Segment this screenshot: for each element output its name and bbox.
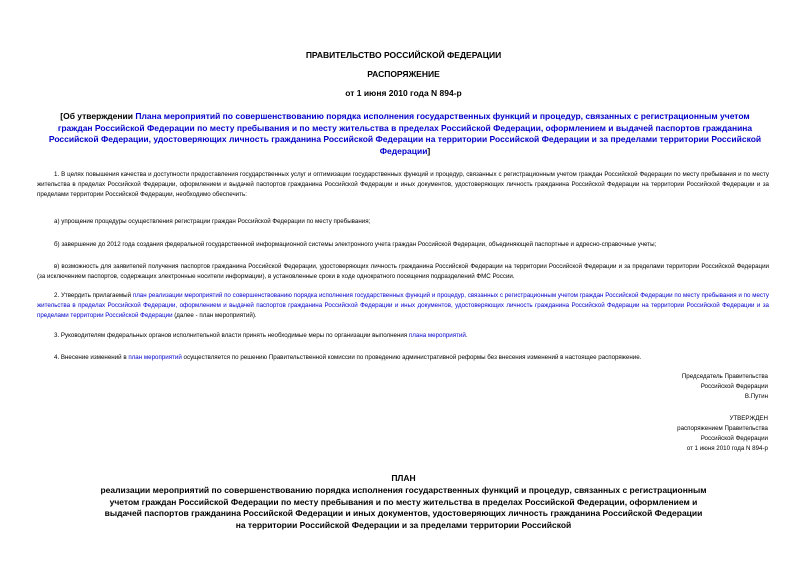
approval-date: от 1 июня 2010 года N 894-р bbox=[686, 445, 768, 452]
signer-name: В.Путин bbox=[744, 393, 768, 400]
paragraph-2-text bbox=[37, 291, 769, 321]
paragraph-1b bbox=[37, 240, 769, 250]
plan-subtitle: реализации мероприятий по совершенствованию порядка исполнения государственных функций и процедур, связанных с регистрационным учетом граждан Российской Федерации по месту пребывания и по месту жительства в пределах Российской Федерации, оформлением и выдачей паспортов гражданина Российской Федерации и иных документов, удостоверяющих личность гражданина Российской Федерации на территории Российской Федерации и за пределами территории Российской bbox=[100, 485, 707, 530]
paragraph-4 bbox=[37, 353, 769, 363]
paragraph-1-text: 1. В целях повышения качества и доступности предоставления государственных услуг и оптимизации государственных функций и процедур, связанных с регистрационным учетом граждан Российской Федерации по месту пребывания и по месту жительства в пределах Российской Федерации, оформлением и выдачей паспортов гражданина Российской Федерации и иных документов, удостоверяющих личность гражданина Российской Федерации на территории Российской Федерации и за пределами территории Российской Федерации, необходимо обеспечить: bbox=[37, 171, 769, 198]
approval-block bbox=[677, 414, 768, 454]
plan-measures-link[interactable]: плана мероприятий bbox=[408, 332, 466, 339]
title-prefix: [Об утверждении bbox=[60, 111, 136, 121]
document-title bbox=[46, 111, 764, 157]
signer-country: Российской Федерации bbox=[700, 383, 768, 390]
paragraph-3-text bbox=[37, 331, 769, 341]
paragraph-1c bbox=[37, 262, 769, 282]
signer-position: Председатель Правительства bbox=[681, 373, 768, 380]
paragraph-2-prefix: 2. Утвердить прилагаемый bbox=[54, 292, 133, 299]
title-suffix: ] bbox=[427, 145, 431, 156]
issuer-heading: ПРАВИТЕЛЬСТВО РОССИЙСКОЙ ФЕДЕРАЦИИ bbox=[305, 50, 502, 60]
paragraph-2-suffix: (далее - план мероприятий). bbox=[172, 312, 257, 319]
paragraph-1a bbox=[37, 217, 769, 227]
approval-line-2: распоряжением Правительства bbox=[677, 425, 768, 432]
document-date: от 1 июня 2010 года N 894-р bbox=[345, 88, 462, 98]
approval-title: УТВЕРЖДЕН bbox=[729, 415, 768, 422]
paragraph-1c-text: в) возможность для заявителей получения паспортов гражданина Российской Федерации, удостоверяющих личность гражданина Российской Федерации на территории Российской Федерации и за пределами территории Российской Федерации (за исключением паспортов, содержащих электронные носители информации), в установленные сроки в ходе однократного посещения подразделений ФМС России. bbox=[37, 263, 769, 280]
document-type-heading: РАСПОРЯЖЕНИЕ bbox=[367, 69, 440, 79]
paragraph-4-prefix: 4. Внесение изменений в bbox=[54, 354, 129, 361]
title-link[interactable]: Плана мероприятий по совершенствованию порядка исполнения государственных функций и процедур, связанных с регистрационным учетом граждан Российской Федерации по месту пребывания и по месту жительства в пределах Российской Федерации, оформлением и выдачей паспортов гражданина Российской Федерации, удостоверяющих личность гражданина Российской Федерации на территории Российской Федерации и за пределами территории Российской Федерации bbox=[48, 111, 762, 156]
paragraph-4-suffix: осуществляется по решению Правительственной комиссии по проведению административной реформы без внесения изменений в настоящее распоряжение. bbox=[181, 354, 642, 361]
paragraph-3-prefix: 3. Руководителям федеральных органов исполнительной власти принять необходимые меры по организации выполнения bbox=[54, 332, 409, 339]
paragraph-1 bbox=[37, 170, 769, 200]
approval-line-3: Российской Федерации bbox=[700, 435, 768, 442]
paragraph-1a-text: а) упрощение процедуры осуществления регистрации граждан Российской Федерации по месту пребывания; bbox=[54, 218, 371, 225]
paragraph-3 bbox=[37, 331, 769, 341]
plan-measures-link-2[interactable]: план мероприятий bbox=[128, 354, 182, 361]
paragraph-3-suffix: . bbox=[465, 332, 468, 339]
plan-link[interactable]: план реализации мероприятий по совершенствованию порядка исполнения государственных функций и процедур, связанных с регистрационным учетом граждан Российской Федерации по месту пребывания и по месту жительства в пределах Российской Федерации, оформлением и выдачей паспортов гражданина Российской Федерации и иных документов, удостоверяющих личность гражданина Российской Федерации на территории Российской Федерации и за пределами территории Российской Федерации bbox=[37, 292, 769, 319]
paragraph-1b-text: б) завершение до 2012 года создания федеральной государственной информационной системы электронного учета граждан Российской Федерации, объединяющей паспортные и адресно-справочные учеты; bbox=[54, 241, 657, 248]
paragraph-4-text bbox=[37, 353, 769, 363]
paragraph-2 bbox=[37, 291, 769, 321]
plan-heading: ПЛАН bbox=[391, 473, 416, 483]
signature-block bbox=[682, 372, 768, 402]
